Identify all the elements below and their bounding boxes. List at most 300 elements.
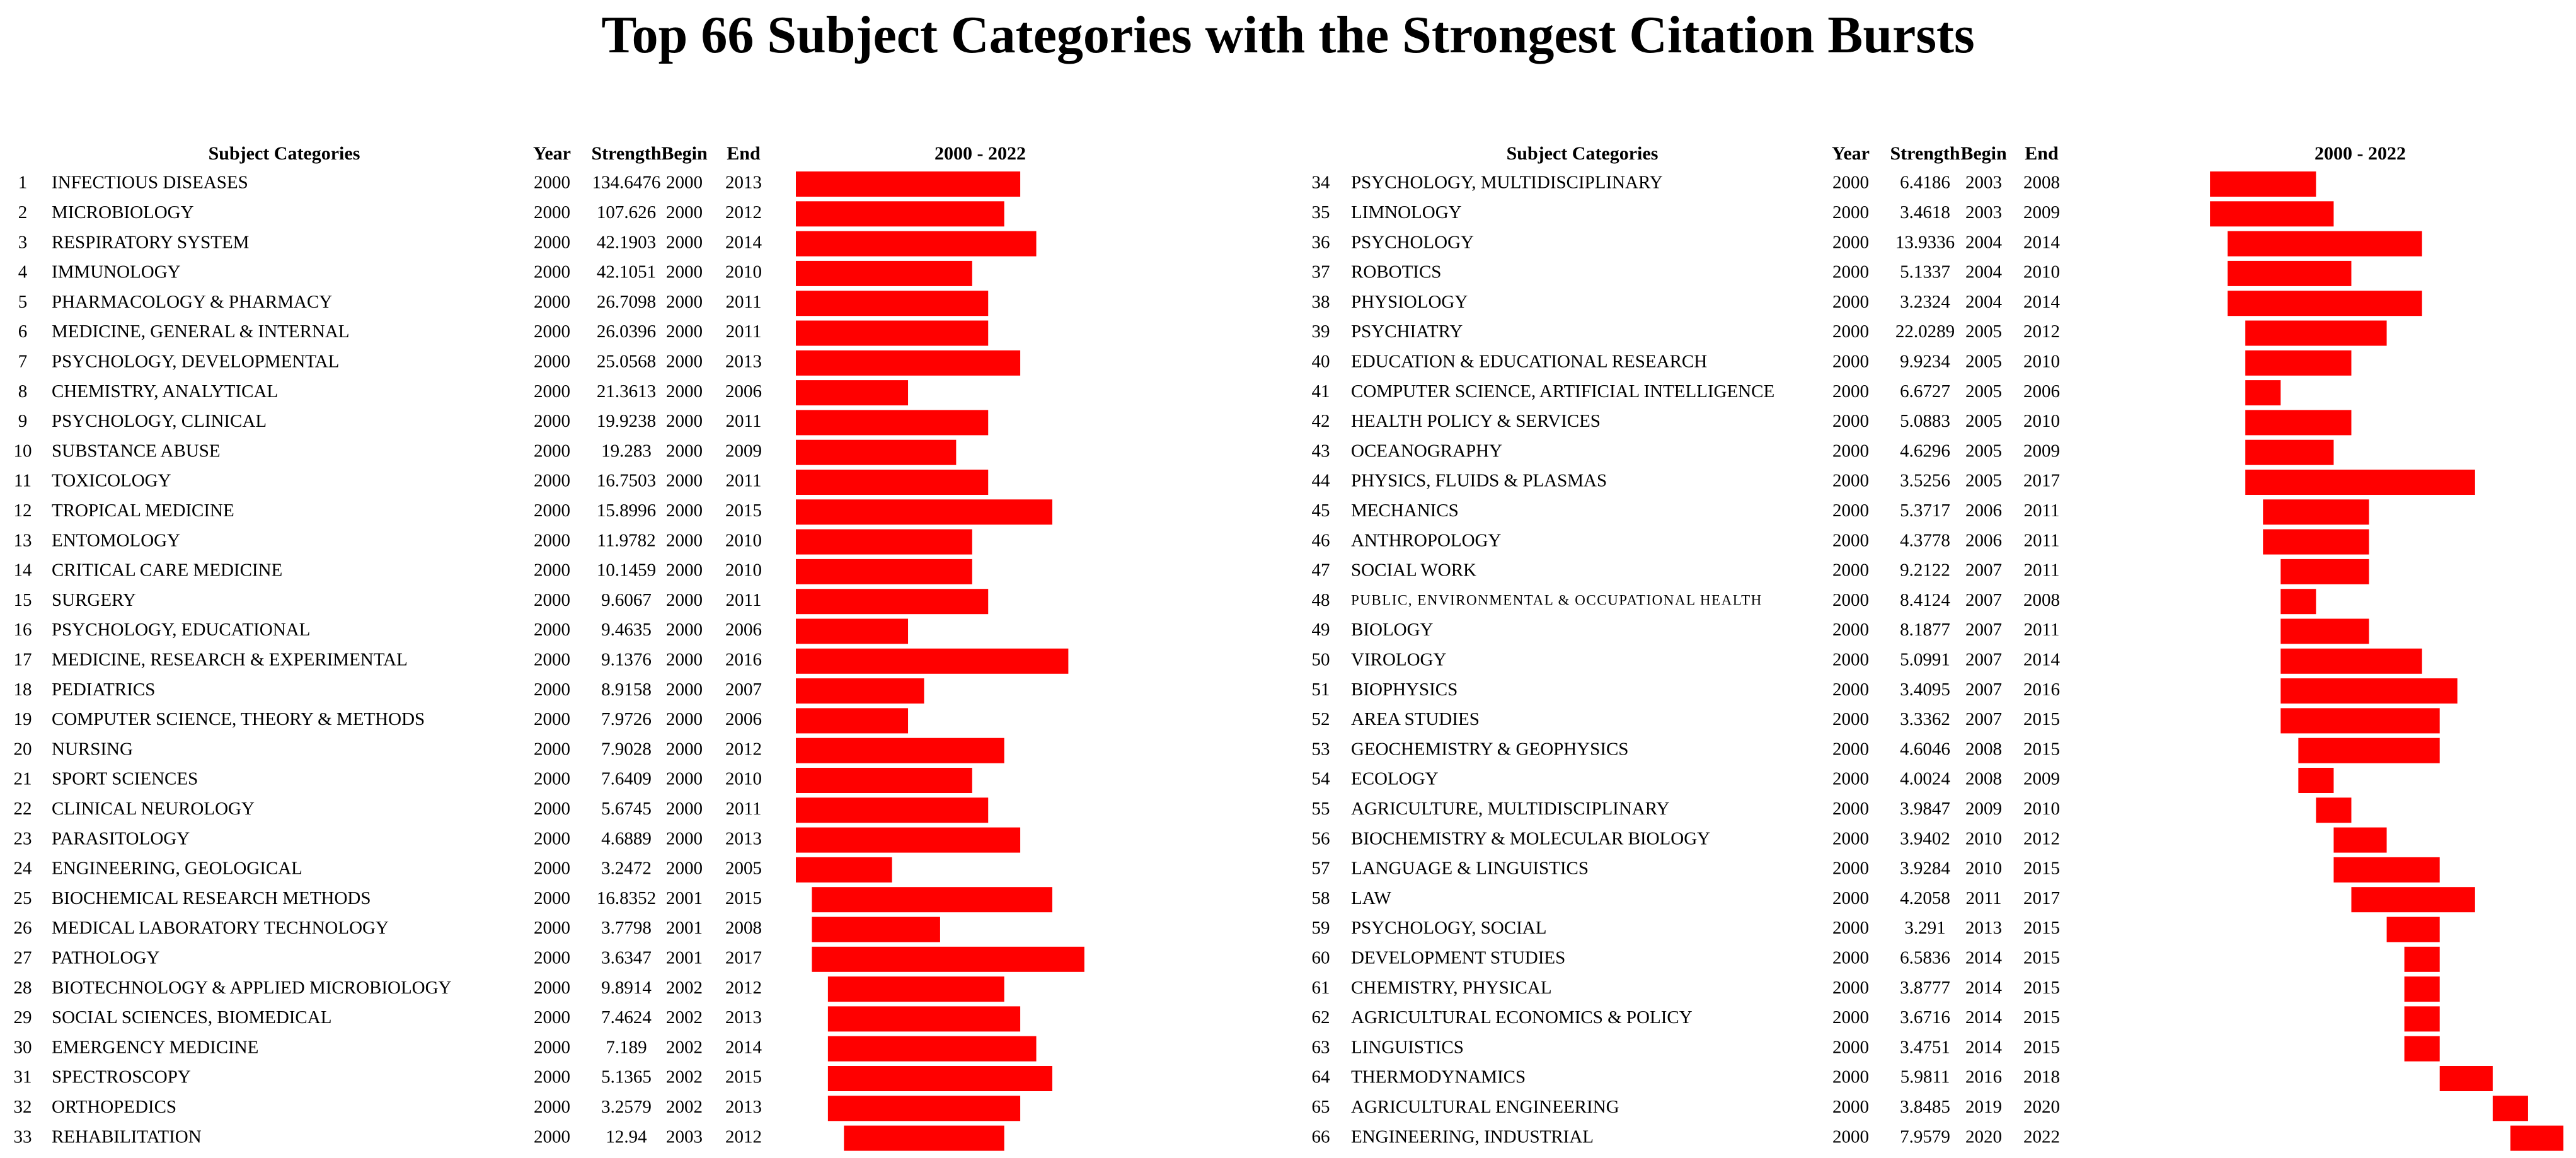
row-rank: 29 xyxy=(13,1007,32,1028)
row-strength: 3.4618 xyxy=(1900,202,1950,223)
burst-bar xyxy=(796,499,1052,524)
burst-bar xyxy=(796,797,988,823)
row-category: PSYCHIATRY xyxy=(1351,321,1463,342)
row-end: 2015 xyxy=(2023,709,2060,730)
row-rank: 18 xyxy=(13,679,32,700)
row-end: 2015 xyxy=(2023,739,2060,760)
row-strength: 4.6046 xyxy=(1900,739,1950,760)
burst-bar xyxy=(2210,171,2316,197)
row-category: BIOCHEMICAL RESEARCH METHODS xyxy=(52,888,371,908)
table-row xyxy=(1312,678,2458,703)
row-category: CHEMISTRY, PHYSICAL xyxy=(1351,977,1552,998)
row-category: ENTOMOLOGY xyxy=(52,530,181,551)
burst-bar xyxy=(2245,380,2280,405)
row-strength: 5.0883 xyxy=(1900,411,1950,432)
burst-bar xyxy=(796,201,1004,226)
row-year: 2000 xyxy=(534,649,570,670)
row-rank: 16 xyxy=(13,620,32,640)
table-row xyxy=(14,1126,1004,1151)
row-strength: 13.9336 xyxy=(1895,232,1955,253)
row-begin: 2013 xyxy=(1965,918,2002,939)
row-category: BIOCHEMISTRY & MOLECULAR BIOLOGY xyxy=(1351,828,1711,849)
header-period: 2000 - 2022 xyxy=(934,142,1026,164)
row-begin: 2000 xyxy=(666,262,703,282)
row-year: 2000 xyxy=(534,232,570,253)
row-year: 2000 xyxy=(1832,172,1869,193)
row-year: 2000 xyxy=(534,828,570,849)
row-rank: 39 xyxy=(1311,321,1330,342)
row-category: PUBLIC, ENVIRONMENTAL & OCCUPATIONAL HEALTH xyxy=(1351,592,1762,608)
row-year: 2000 xyxy=(1832,381,1869,402)
row-category: ENGINEERING, GEOLOGICAL xyxy=(52,858,302,879)
row-end: 2020 xyxy=(2023,1096,2060,1117)
row-begin: 2002 xyxy=(666,1037,703,1058)
row-strength: 3.3362 xyxy=(1900,709,1950,730)
row-strength: 19.283 xyxy=(601,441,652,461)
table-row xyxy=(1312,797,2352,823)
row-begin: 2004 xyxy=(1965,232,2002,253)
row-year: 2000 xyxy=(1832,620,1869,640)
row-rank: 62 xyxy=(1311,1007,1330,1028)
row-rank: 20 xyxy=(13,739,32,760)
row-rank: 8 xyxy=(18,381,28,402)
table-row xyxy=(1312,1066,2493,1091)
row-category: DEVELOPMENT STUDIES xyxy=(1351,947,1566,968)
row-rank: 37 xyxy=(1311,262,1330,282)
row-category: AGRICULTURAL ECONOMICS & POLICY xyxy=(1351,1007,1693,1028)
row-year: 2000 xyxy=(1832,1007,1869,1028)
row-begin: 2000 xyxy=(666,411,703,432)
burst-bar xyxy=(828,1096,1020,1121)
row-year: 2000 xyxy=(1832,858,1869,879)
row-end: 2014 xyxy=(2023,232,2060,253)
row-end: 2008 xyxy=(725,918,762,939)
row-rank: 44 xyxy=(1311,470,1330,491)
row-end: 2017 xyxy=(2023,888,2060,908)
chart-title: Top 66 Subject Categories with the Strongest Citation Bursts xyxy=(601,6,1975,64)
burst-bar xyxy=(2405,947,2440,972)
row-strength: 6.4186 xyxy=(1900,172,1950,193)
row-rank: 9 xyxy=(18,411,28,432)
row-end: 2010 xyxy=(2023,351,2060,372)
table-row xyxy=(14,917,940,942)
row-category: EMERGENCY MEDICINE xyxy=(52,1037,259,1058)
row-begin: 2006 xyxy=(1965,530,2002,551)
row-begin: 2002 xyxy=(666,1007,703,1028)
row-year: 2000 xyxy=(1832,589,1869,610)
row-year: 2000 xyxy=(534,1126,570,1147)
row-year: 2000 xyxy=(534,560,570,581)
row-rank: 28 xyxy=(13,977,32,998)
table-row xyxy=(14,828,1021,853)
table-row xyxy=(14,738,1004,763)
row-strength: 5.1365 xyxy=(601,1067,652,1087)
row-strength: 3.9284 xyxy=(1900,858,1950,879)
row-year: 2000 xyxy=(534,918,570,939)
row-year: 2000 xyxy=(534,262,570,282)
row-end: 2005 xyxy=(725,858,762,879)
burst-bar xyxy=(796,589,988,614)
row-end: 2010 xyxy=(2023,262,2060,282)
row-category: PSYCHOLOGY, EDUCATIONAL xyxy=(52,620,311,640)
row-strength: 4.6889 xyxy=(601,828,652,849)
row-category: MEDICINE, GENERAL & INTERNAL xyxy=(52,321,350,342)
row-year: 2000 xyxy=(534,441,570,461)
burst-bar xyxy=(2298,768,2333,793)
row-strength: 4.3778 xyxy=(1900,530,1950,551)
table-row xyxy=(14,1066,1052,1091)
burst-bar xyxy=(2280,619,2369,644)
table-row xyxy=(1312,708,2440,733)
row-category: TROPICAL MEDICINE xyxy=(52,500,234,521)
row-year: 2000 xyxy=(1832,262,1869,282)
row-year: 2000 xyxy=(534,202,570,223)
burst-bar xyxy=(796,440,956,465)
row-begin: 2000 xyxy=(666,649,703,670)
row-category: EDUCATION & EDUCATIONAL RESEARCH xyxy=(1351,351,1708,372)
row-end: 2011 xyxy=(725,411,762,432)
row-strength: 19.9238 xyxy=(596,411,657,432)
row-strength: 7.9028 xyxy=(601,739,652,760)
row-year: 2000 xyxy=(1832,977,1869,998)
table-row xyxy=(1312,171,2316,197)
row-year: 2000 xyxy=(1832,500,1869,521)
burst-bar xyxy=(2245,321,2386,346)
row-begin: 2000 xyxy=(666,441,703,461)
row-rank: 3 xyxy=(18,232,28,253)
table-row xyxy=(1312,976,2440,1002)
row-year: 2000 xyxy=(534,798,570,819)
burst-bar xyxy=(2316,797,2351,823)
row-end: 2008 xyxy=(2023,172,2060,193)
burst-bar xyxy=(796,559,972,584)
row-end: 2006 xyxy=(725,620,762,640)
row-year: 2000 xyxy=(534,768,570,789)
row-begin: 2010 xyxy=(1965,858,2002,879)
row-strength: 3.8777 xyxy=(1900,977,1950,998)
row-category: PHYSICS, FLUIDS & PLASMAS xyxy=(1351,470,1607,491)
burst-bar xyxy=(2333,857,2439,883)
row-rank: 22 xyxy=(13,798,32,819)
row-begin: 2007 xyxy=(1965,620,2002,640)
row-category: OCEANOGRAPHY xyxy=(1351,441,1503,461)
header-strength: Strength xyxy=(1890,142,1960,164)
burst-bar xyxy=(796,171,1020,197)
burst-bar xyxy=(796,857,892,883)
burst-bar xyxy=(812,887,1052,912)
row-rank: 51 xyxy=(1311,679,1330,700)
row-category: LINGUISTICS xyxy=(1351,1037,1464,1058)
row-end: 2006 xyxy=(725,709,762,730)
row-strength: 3.2472 xyxy=(601,858,652,879)
row-end: 2012 xyxy=(725,739,762,760)
row-year: 2000 xyxy=(1832,441,1869,461)
row-begin: 2010 xyxy=(1965,828,2002,849)
table-row xyxy=(1312,410,2352,435)
row-end: 2016 xyxy=(2023,679,2060,700)
row-year: 2000 xyxy=(534,858,570,879)
row-begin: 2014 xyxy=(1965,977,2002,998)
row-category: PSYCHOLOGY, DEVELOPMENTAL xyxy=(52,351,340,372)
table-row xyxy=(14,797,989,823)
row-end: 2013 xyxy=(725,351,762,372)
row-strength: 8.1877 xyxy=(1900,620,1950,640)
burst-bar xyxy=(796,291,988,316)
burst-bar xyxy=(2228,231,2422,257)
row-rank: 57 xyxy=(1311,858,1330,879)
row-strength: 5.6745 xyxy=(601,798,652,819)
burst-bar xyxy=(2440,1066,2493,1091)
row-strength: 3.5256 xyxy=(1900,470,1950,491)
row-begin: 2002 xyxy=(666,1067,703,1087)
row-rank: 4 xyxy=(18,262,28,282)
row-strength: 9.1376 xyxy=(601,649,652,670)
row-year: 2000 xyxy=(1832,411,1869,432)
row-end: 2014 xyxy=(725,232,762,253)
row-rank: 32 xyxy=(13,1096,32,1117)
burst-bar xyxy=(828,1006,1020,1031)
row-rank: 2 xyxy=(18,202,28,223)
table-row xyxy=(14,619,909,644)
row-year: 2000 xyxy=(534,500,570,521)
table-row xyxy=(18,410,988,435)
row-rank: 42 xyxy=(1311,411,1330,432)
row-category: MEDICAL LABORATORY TECHNOLOGY xyxy=(52,918,389,939)
row-year: 2000 xyxy=(534,321,570,342)
row-year: 2000 xyxy=(534,1096,570,1117)
table-row xyxy=(1312,947,2440,972)
row-strength: 26.7098 xyxy=(596,291,657,312)
header-year: Year xyxy=(533,142,571,164)
row-begin: 2000 xyxy=(666,739,703,760)
table-row xyxy=(1312,917,2440,942)
row-category: PSYCHOLOGY xyxy=(1351,232,1474,253)
table-row xyxy=(18,291,988,316)
row-begin: 2005 xyxy=(1965,411,2002,432)
row-end: 2011 xyxy=(725,470,762,491)
table-row xyxy=(14,768,972,793)
table-row xyxy=(1312,470,2475,495)
burst-bar xyxy=(796,410,988,435)
table-row xyxy=(1312,1036,2440,1062)
row-rank: 54 xyxy=(1311,768,1330,789)
row-category: SPORT SCIENCES xyxy=(52,768,198,789)
table-row xyxy=(1312,589,2316,614)
row-category: CLINICAL NEUROLOGY xyxy=(52,798,255,819)
row-begin: 2000 xyxy=(666,709,703,730)
header-strength: Strength xyxy=(591,142,662,164)
row-strength: 3.4095 xyxy=(1900,679,1950,700)
row-category: ORTHOPEDICS xyxy=(52,1096,177,1117)
row-category: AGRICULTURAL ENGINEERING xyxy=(1351,1096,1619,1117)
row-end: 2014 xyxy=(2023,291,2060,312)
row-begin: 2007 xyxy=(1965,709,2002,730)
row-rank: 11 xyxy=(14,470,32,491)
row-begin: 2007 xyxy=(1965,679,2002,700)
row-begin: 2014 xyxy=(1965,947,2002,968)
row-rank: 59 xyxy=(1311,918,1330,939)
row-category: ENGINEERING, INDUSTRIAL xyxy=(1351,1126,1594,1147)
table-row xyxy=(18,201,1004,226)
burst-bar xyxy=(796,470,988,495)
row-begin: 2005 xyxy=(1965,321,2002,342)
row-rank: 7 xyxy=(18,351,28,372)
row-end: 2011 xyxy=(2023,530,2060,551)
row-rank: 6 xyxy=(18,321,28,342)
row-category: PSYCHOLOGY, SOCIAL xyxy=(1351,918,1547,939)
burst-bar xyxy=(796,678,924,703)
row-strength: 107.626 xyxy=(596,202,657,223)
row-begin: 2005 xyxy=(1965,441,2002,461)
row-year: 2000 xyxy=(1832,798,1869,819)
row-end: 2008 xyxy=(2023,589,2060,610)
row-year: 2000 xyxy=(534,172,570,193)
row-rank: 12 xyxy=(13,500,32,521)
row-rank: 19 xyxy=(13,709,32,730)
row-strength: 21.3613 xyxy=(596,381,657,402)
row-rank: 17 xyxy=(13,649,32,670)
row-year: 2000 xyxy=(1832,1067,1869,1087)
table-row xyxy=(14,589,989,614)
row-rank: 38 xyxy=(1311,291,1330,312)
row-end: 2006 xyxy=(725,381,762,402)
row-strength: 4.2058 xyxy=(1900,888,1950,908)
row-rank: 26 xyxy=(13,918,32,939)
row-begin: 2004 xyxy=(1965,291,2002,312)
row-year: 2000 xyxy=(534,947,570,968)
burst-bar xyxy=(796,649,1068,674)
table-row xyxy=(18,321,988,346)
row-end: 2015 xyxy=(2023,918,2060,939)
table-row xyxy=(14,857,892,883)
table-row xyxy=(14,499,1052,524)
row-category: RESPIRATORY SYSTEM xyxy=(52,232,250,253)
burst-bar xyxy=(2245,470,2475,495)
row-rank: 49 xyxy=(1311,620,1330,640)
row-end: 2011 xyxy=(2023,620,2060,640)
row-strength: 16.8352 xyxy=(596,888,657,908)
table-headers xyxy=(209,143,2406,164)
row-year: 2000 xyxy=(1832,560,1869,581)
table-row xyxy=(1312,261,2352,286)
table-row xyxy=(18,261,972,286)
table-row xyxy=(1312,1126,2564,1151)
row-end: 2010 xyxy=(725,560,762,581)
table-row xyxy=(14,976,1004,1002)
table-row xyxy=(1312,768,2334,793)
row-rank: 24 xyxy=(13,858,32,879)
row-end: 2014 xyxy=(2023,649,2060,670)
burst-bar xyxy=(2351,887,2475,912)
row-end: 2012 xyxy=(725,977,762,998)
row-category: BIOLOGY xyxy=(1351,620,1434,640)
row-end: 2012 xyxy=(725,1126,762,1147)
burst-bar xyxy=(812,917,940,942)
row-year: 2000 xyxy=(1832,321,1869,342)
burst-bar xyxy=(2245,350,2351,376)
burst-bar xyxy=(2280,649,2422,674)
row-strength: 3.291 xyxy=(1904,918,1946,939)
row-rank: 55 xyxy=(1311,798,1330,819)
row-category: BIOTECHNOLOGY & APPLIED MICROBIOLOGY xyxy=(52,977,452,998)
row-begin: 2004 xyxy=(1965,262,2002,282)
row-begin: 2002 xyxy=(666,977,703,998)
row-end: 2011 xyxy=(725,589,762,610)
row-category: AGRICULTURE, MULTIDISCIPLINARY xyxy=(1351,798,1670,819)
row-begin: 2019 xyxy=(1965,1096,2002,1117)
row-begin: 2000 xyxy=(666,232,703,253)
row-end: 2015 xyxy=(2023,1007,2060,1028)
header-row xyxy=(1507,143,2406,164)
burst-bar xyxy=(828,1036,1037,1062)
row-strength: 3.2324 xyxy=(1900,291,1950,312)
burst-bar xyxy=(796,261,972,286)
table-row xyxy=(14,1096,1021,1121)
row-year: 2000 xyxy=(1832,768,1869,789)
row-category: HEALTH POLICY & SERVICES xyxy=(1351,411,1601,432)
row-category: LIMNOLOGY xyxy=(1351,202,1462,223)
row-strength: 42.1903 xyxy=(596,232,657,253)
row-strength: 3.2579 xyxy=(601,1096,652,1117)
row-strength: 7.4624 xyxy=(601,1007,652,1028)
row-begin: 2000 xyxy=(666,768,703,789)
row-strength: 3.7798 xyxy=(601,918,652,939)
row-rank: 66 xyxy=(1311,1126,1330,1147)
row-rank: 53 xyxy=(1311,739,1330,760)
row-rank: 52 xyxy=(1311,709,1330,730)
table-row xyxy=(1312,649,2422,674)
table-row xyxy=(18,380,908,405)
row-year: 2000 xyxy=(1832,649,1869,670)
row-year: 2000 xyxy=(1832,232,1869,253)
row-category: PSYCHOLOGY, MULTIDISCIPLINARY xyxy=(1351,172,1663,193)
header-begin: Begin xyxy=(661,142,708,164)
row-end: 2010 xyxy=(2023,798,2060,819)
row-category: INFECTIOUS DISEASES xyxy=(52,172,248,193)
row-strength: 7.189 xyxy=(606,1037,647,1058)
row-category: PEDIATRICS xyxy=(52,679,156,700)
row-category: MEDICINE, RESEARCH & EXPERIMENTAL xyxy=(52,649,408,670)
row-begin: 2000 xyxy=(666,351,703,372)
row-rank: 1 xyxy=(18,172,28,193)
row-strength: 15.8996 xyxy=(596,500,657,521)
row-begin: 2005 xyxy=(1965,470,2002,491)
table-row xyxy=(1312,499,2369,524)
row-begin: 2001 xyxy=(666,888,703,908)
burst-bar xyxy=(796,738,1004,763)
row-end: 2012 xyxy=(2023,321,2060,342)
row-begin: 2000 xyxy=(666,798,703,819)
row-end: 2017 xyxy=(2023,470,2060,491)
row-strength: 3.8485 xyxy=(1900,1096,1950,1117)
table-row xyxy=(1312,738,2440,763)
row-end: 2011 xyxy=(725,798,762,819)
row-begin: 2007 xyxy=(1965,649,2002,670)
table-rows xyxy=(14,171,2564,1151)
table-row xyxy=(14,887,1052,912)
row-year: 2000 xyxy=(534,530,570,551)
row-year: 2000 xyxy=(534,1037,570,1058)
row-category: PARASITOLOGY xyxy=(52,828,190,849)
row-rank: 65 xyxy=(1311,1096,1330,1117)
row-category: PSYCHOLOGY, CLINICAL xyxy=(52,411,267,432)
header-row xyxy=(209,143,1026,164)
row-rank: 60 xyxy=(1311,947,1330,968)
row-end: 2011 xyxy=(725,321,762,342)
row-rank: 23 xyxy=(13,828,32,849)
row-category: SOCIAL SCIENCES, BIOMEDICAL xyxy=(52,1007,332,1028)
row-year: 2000 xyxy=(1832,739,1869,760)
